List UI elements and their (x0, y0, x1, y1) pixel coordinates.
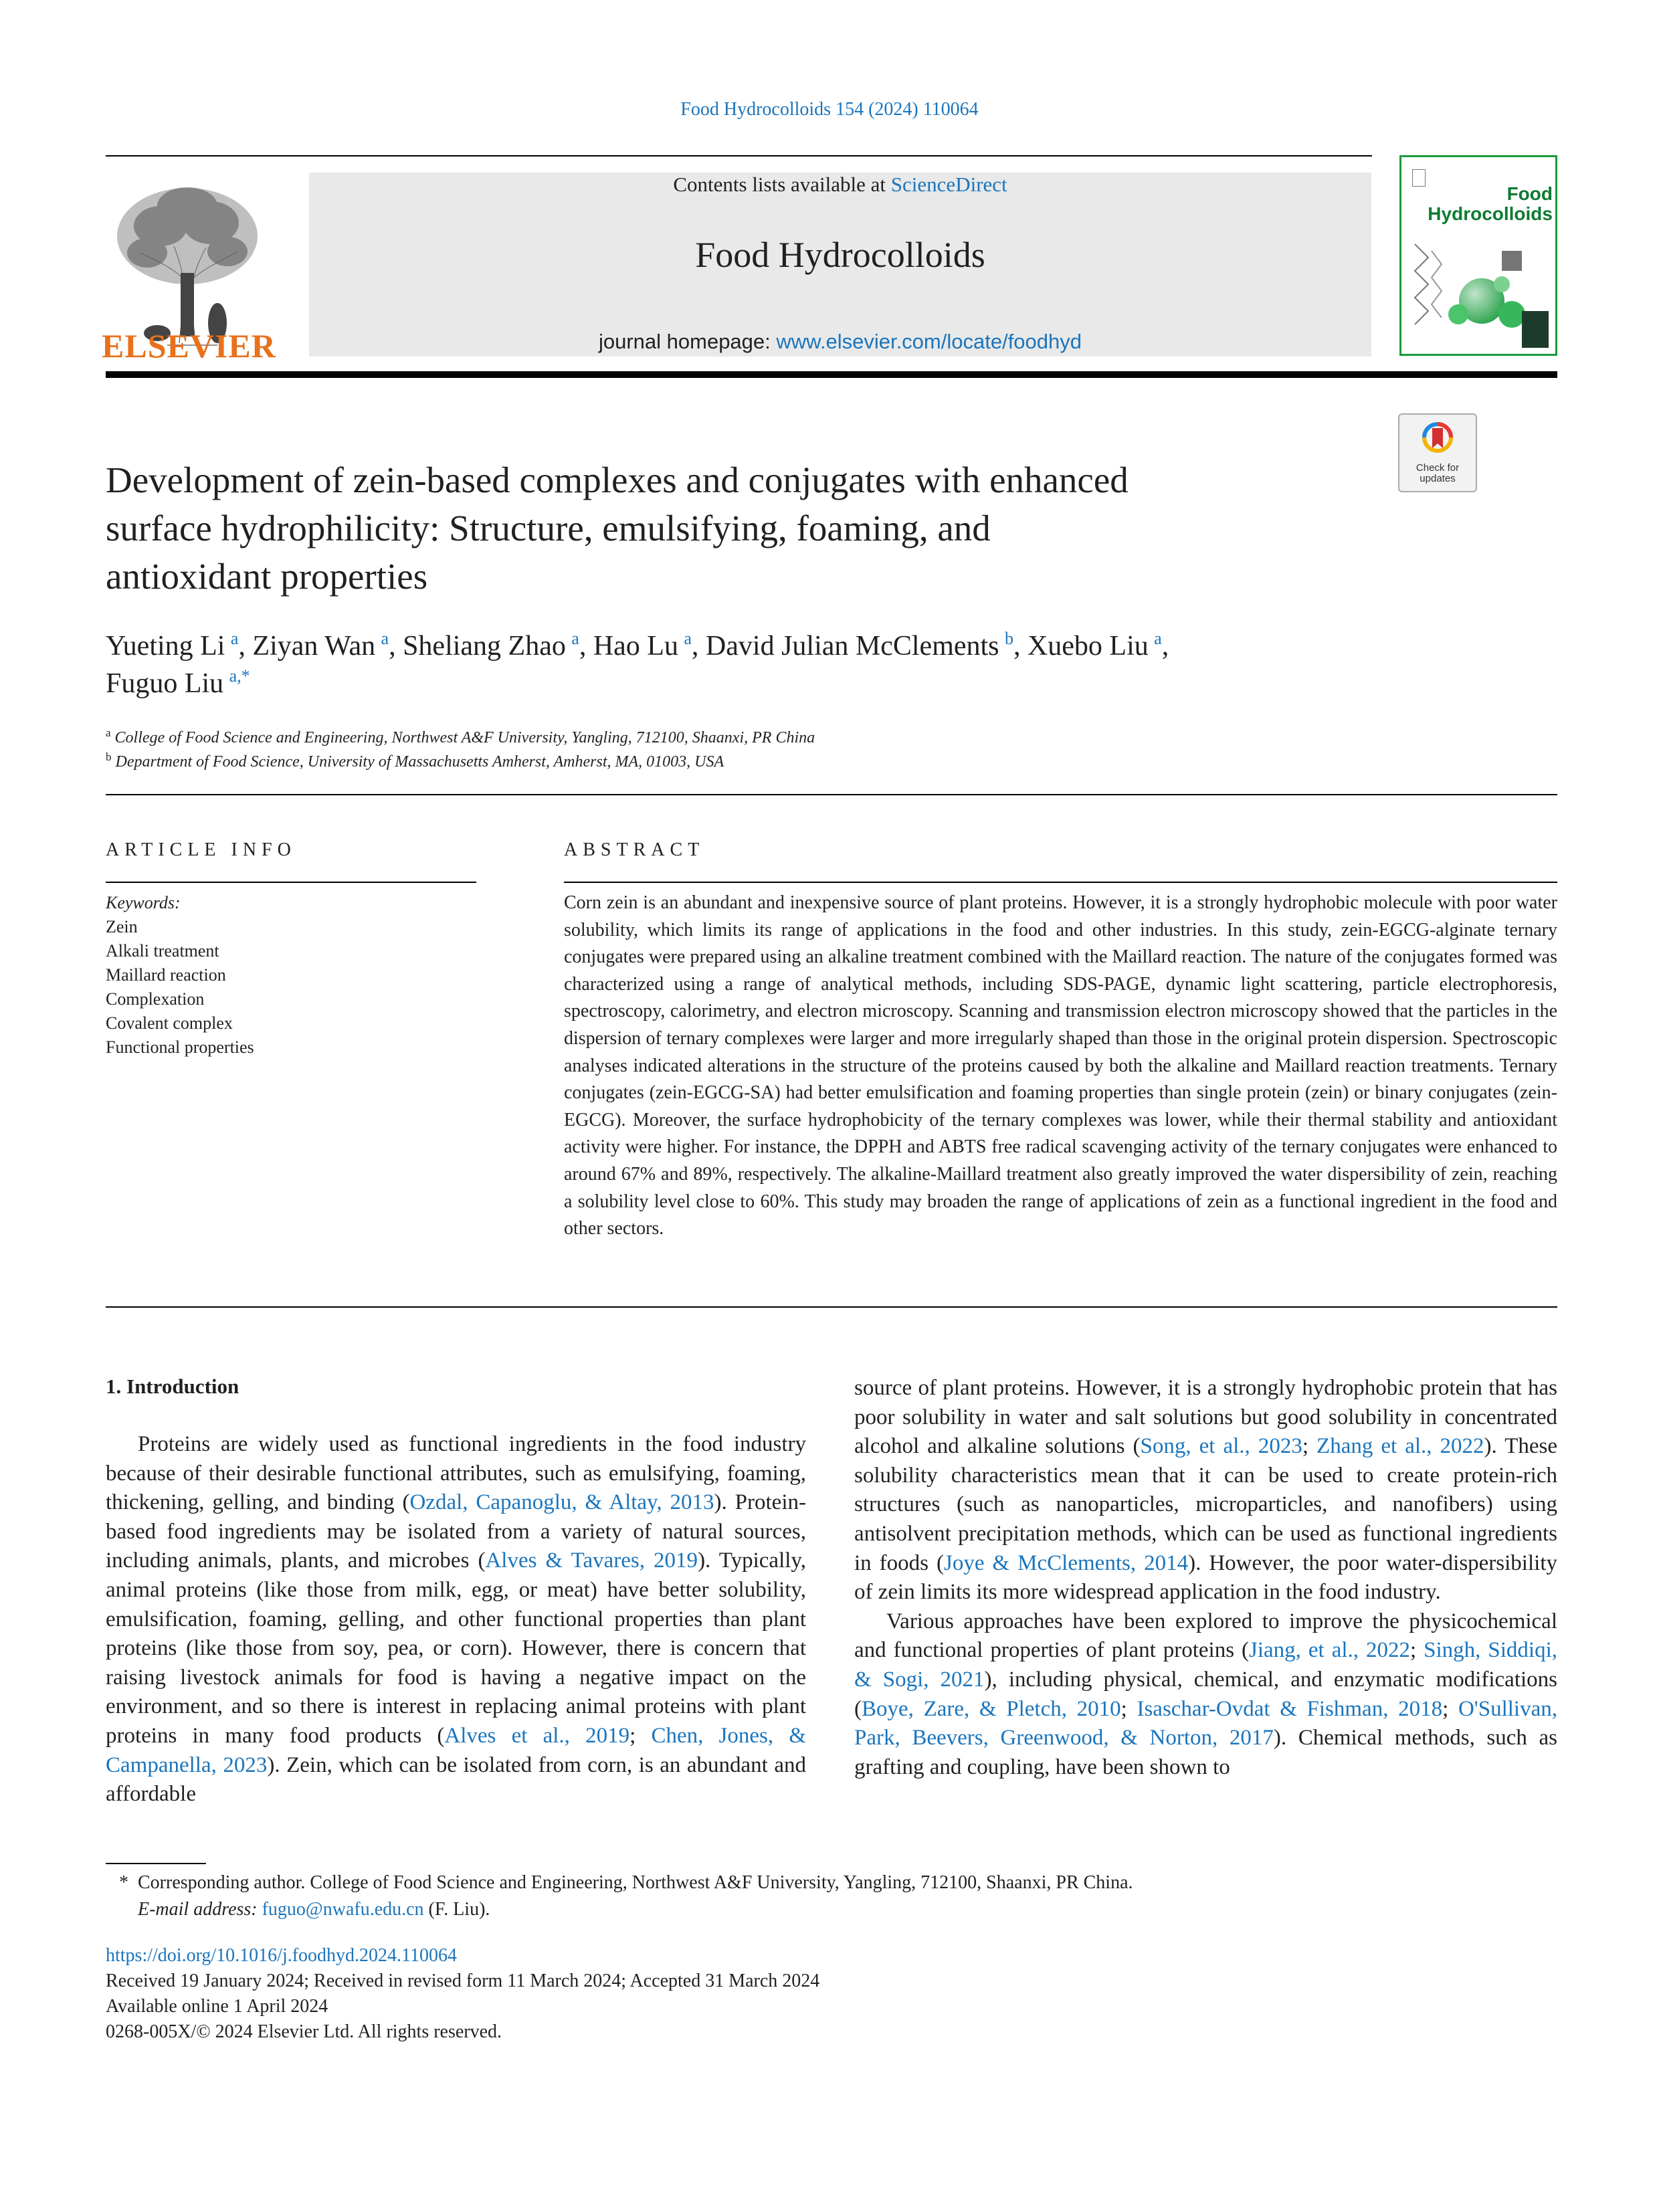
keyword-item: Maillard reaction (106, 965, 226, 985)
intro-right-column (854, 1374, 1557, 1782)
author-name[interactable]: Fuguo Liu (106, 668, 224, 699)
homepage-prefix: journal homepage: (598, 330, 777, 353)
author-name[interactable]: Xuebo Liu (1027, 631, 1149, 662)
author-affil-sup[interactable]: a (381, 629, 389, 648)
author-affil-sup[interactable]: a (1154, 629, 1162, 648)
author-name[interactable]: Yueting Li (106, 631, 225, 662)
affiliation-rule (106, 794, 1557, 795)
citation-link[interactable]: O'Sullivan, Park, Beevers, Greenwood, & Norton, 2017 (854, 1696, 1557, 1750)
affiliation-b (106, 750, 1444, 774)
intro-paragraph-1 (106, 1430, 806, 1809)
affiliation-sup: b (106, 750, 112, 763)
body-text: ; (1442, 1696, 1458, 1721)
sciencedirect-link[interactable]: ScienceDirect (890, 173, 1007, 196)
abstract-text: Corn zein is an abundant and inexpensive source of plant proteins. However, it is a strongly hydrophobic molecule with poor water solubility, which limits its range of applications in the food and other industries. In this study, zein-EGCG-alginate ternary conjugates were prepared using an alkaline treatment combined with the Maillard reaction. The nature of the conjugates formed was characterized using a range of analytical methods, including SDS-PAGE, dynamic light scattering, particle electrophoresis, spectroscopy, calorimetry, and electron microscopy. Scanning and transmission electron microscopy showed that the particles in the dispersion of ternary complexes were larger and more irregularly shaped than those in the original protein dispersion. Spectroscopic analyses indicated alterations in the structure of the proteins caused by both the alkaline and Maillard reaction treatments. Ternary conjugates (zein-EGCG-SA) had better emulsification and foaming properties than single protein (zein) or binary conjugates (zein-EGCG). Moreover, the surface hydrophobicity of the ternary complexes was lower, while their thermal stability and antioxidant activity were higher. For instance, the DPPH and ABTS free radical scavenging activity of the ternary conjugates were enhanced to around 67% and 89%, respectively. The alkaline-Maillard treatment also greatly improved the water dispersibility of zein, reaching a solubility level close to 60%. This study may broaden the range of applications of zein as a functional ingredient in the food and other sectors. (564, 892, 1557, 1239)
author-affil-sup[interactable]: b (1004, 629, 1013, 648)
cover-title-line2: Hydrocolloids (1428, 203, 1553, 224)
author-name[interactable]: David Julian McClements (705, 631, 999, 662)
intro-paragraph-1-continued (854, 1374, 1557, 1607)
body-text: ; (1302, 1434, 1317, 1459)
citation-link[interactable]: Alves & Tavares, 2019 (485, 1548, 698, 1573)
cover-emblem-icon (1412, 169, 1426, 187)
citation-link[interactable]: Singh, Siddiqi, & Sogi, 2021 (854, 1638, 1557, 1692)
intro-paragraph-2 (854, 1607, 1557, 1783)
contents-available-line (309, 173, 1371, 197)
check-updates-line1: Check for (1416, 462, 1460, 474)
received-dates: Received 19 January 2024; Received in revised form 11 March 2024; Accepted 31 March 2024 (106, 1971, 820, 1991)
keywords-block (106, 891, 480, 1060)
body-text: ). Zein, which can be isolated from corn, is an abundant and affordable (106, 1752, 806, 1807)
body-text: ), including physical, chemical, and enzymatic modifications ( (854, 1667, 1557, 1721)
cover-molecule-art-icon (1401, 237, 1555, 355)
cover-title (1426, 184, 1553, 224)
check-updates-line2: updates (1420, 473, 1456, 484)
author-name[interactable]: Sheliang Zhao (403, 631, 566, 662)
author-affil-sup[interactable]: a,* (229, 666, 250, 686)
body-text: ). These solubility characteristics mean that it can be used to create protein-rich structures (such as nanoparticles, microparticles, and nanofibers) using antisolvent precipitation methods, which can be used as functional ingredients in foods ( (854, 1434, 1558, 1575)
journal-title: Food Hydrocolloids (695, 235, 985, 275)
abstract-heading: ABSTRACT (564, 839, 705, 860)
citation-link[interactable]: Alves et al., 2019 (444, 1723, 630, 1748)
footnote-marker: * (119, 1872, 128, 1893)
homepage-link[interactable]: www.elsevier.com/locate/foodhyd (776, 330, 1082, 353)
article-info-heading: ARTICLE INFO (106, 839, 296, 860)
cover-title-line1: Food (1506, 183, 1553, 204)
affiliations (106, 726, 1444, 774)
header-thick-rule (106, 371, 1557, 378)
keyword-item: Covalent complex (106, 1013, 233, 1033)
intro-left-column (106, 1430, 806, 1809)
citation-link[interactable]: Joye & McClements, 2014 (944, 1550, 1189, 1575)
doi-link[interactable]: https://doi.org/10.1016/j.foodhyd.2024.110064 (106, 1945, 458, 1966)
copyright-line: 0268-005X/© 2024 Elsevier Ltd. All rights reserved. (106, 2021, 502, 2042)
footnote-text: Corresponding author. College of Food Science and Engineering, Northwest A&F University, Yangling, 712100, Shaanxi, PR China. (138, 1872, 1133, 1893)
keyword-item: Complexation (106, 989, 205, 1009)
author-affil-sup[interactable]: a (571, 629, 579, 648)
section-heading-introduction: 1. Introduction (106, 1375, 239, 1398)
contents-prefix: Contents lists available at (673, 173, 891, 196)
keyword-item: Functional properties (106, 1037, 254, 1057)
footnote-line-2 (119, 1896, 1557, 1923)
citation-link[interactable]: Chen, Jones, & Campanella, 2023 (106, 1723, 806, 1777)
email-suffix: (F. Liu). (423, 1899, 490, 1920)
author-list: Yueting Li $^a$, Ziyan Wan $^a$, Sheliang Zhao $^a$, Hao Lu $^a$, David Julian McClements $^b$, Xuebo Liu $^a$, Fuguo Liu $^{a,*}$ (106, 629, 1169, 699)
journal-homepage-line (309, 330, 1371, 354)
citation-link[interactable]: Jiang, et al., 2022 (1249, 1638, 1410, 1663)
body-text: ). However, the poor water-dispersibility of zein limits its more widespread application in the food industry. (854, 1550, 1557, 1605)
article-title-line1: Development of zein-based complexes and conjugates with enhanced (106, 460, 1129, 500)
footnote-rule (106, 1863, 206, 1864)
article-title-line2: surface hydrophilicity: Structure, emulsifying, foaming, and (106, 508, 991, 548)
body-text: Various approaches have been explored to improve the physicochemical and functional properties of plant proteins ( (854, 1609, 1557, 1663)
journal-reference-link[interactable]: Food Hydrocolloids 154 (2024) 110064 (680, 99, 979, 120)
email-label: E-mail address: (138, 1899, 258, 1920)
check-updates-label (1399, 463, 1476, 484)
body-text: Proteins are widely used as functional ingredients in the food industry because of their desirable functional attributes, such as emulsifying, foaming, thickening, gelling, and binding ( (106, 1432, 806, 1515)
article-title (106, 456, 1343, 601)
keywords-label: Keywords: (106, 893, 181, 912)
top-rule (106, 155, 1372, 157)
author-name[interactable]: Ziyan Wan (252, 631, 376, 662)
abstract-bottom-rule (106, 1306, 1557, 1308)
email-link[interactable]: fuguo@nwafu.edu.cn (262, 1899, 424, 1920)
citation-link[interactable]: Song, et al., 2023 (1140, 1434, 1302, 1459)
journal-cover-image[interactable] (1399, 155, 1557, 356)
body-text: ). Typically, animal proteins (like those from milk, egg, or meat) have better solubility, emulsification, foaming, gelling, and other functional properties than plant proteins (like those from soy, pea, or corn). However, there is concern that raising livestock animals for food is having a negative impact on the environment, and so there is interest in replacing animal proteins with plant proteins in many food products ( (106, 1548, 807, 1748)
footnote-line-1 (119, 1870, 1557, 1896)
body-text: ). Chemical methods, such as grafting and coupling, have been shown to (854, 1726, 1557, 1779)
publication-info (106, 1943, 1310, 2045)
keyword-item: Zein (106, 917, 138, 936)
affiliation-a (106, 726, 1444, 750)
keyword-item: Alkali treatment (106, 941, 219, 961)
abstract-rule (564, 882, 1557, 883)
body-text: ). Protein-based food ingredients may be isolated from a variety of natural sources, including animals, plants, and microbes ( (106, 1490, 806, 1573)
corresponding-author-footnote (119, 1870, 1557, 1923)
affiliation-sup: a (106, 726, 111, 739)
citation-link[interactable]: Ozdal, Capanoglu, & Altay, 2013 (409, 1490, 714, 1515)
affiliation-text: College of Food Science and Engineering, Northwest A&F University, Yangling, 712100, Shaanxi, PR China (114, 729, 815, 746)
author-name[interactable]: Hao Lu (593, 631, 678, 662)
check-for-updates-button[interactable] (1398, 413, 1477, 492)
article-info-rule (106, 882, 476, 883)
body-text: ; (1409, 1638, 1424, 1663)
citation-link[interactable]: Zhang et al., 2022 (1316, 1434, 1484, 1459)
available-online-date: Available online 1 April 2024 (106, 1996, 328, 2017)
body-text: ; (629, 1723, 652, 1748)
citation-link[interactable]: Boye, Zare, & Pletch, 2010 (862, 1696, 1121, 1721)
check-updates-bookmark-icon (1422, 421, 1454, 460)
citation-link[interactable]: Isaschar-Ovdat & Fishman, 2018 (1137, 1696, 1443, 1721)
author-affil-sup[interactable]: a (230, 629, 239, 648)
article-title-line3: antioxidant properties (106, 556, 428, 597)
body-text: source of plant proteins. However, it is a strongly hydrophobic protein that has poor solubility in water and salt solutions but good solubility in concentrated alcohol and alkaline solutions ( (854, 1376, 1557, 1459)
elsevier-wordmark: ELSEVIER (102, 327, 276, 365)
affiliation-text: Department of Food Science, University of Massachusetts Amherst, Amherst, MA, 01003, USA (115, 753, 724, 771)
author-affil-sup[interactable]: a (684, 629, 692, 648)
body-text: ; (1120, 1696, 1137, 1721)
